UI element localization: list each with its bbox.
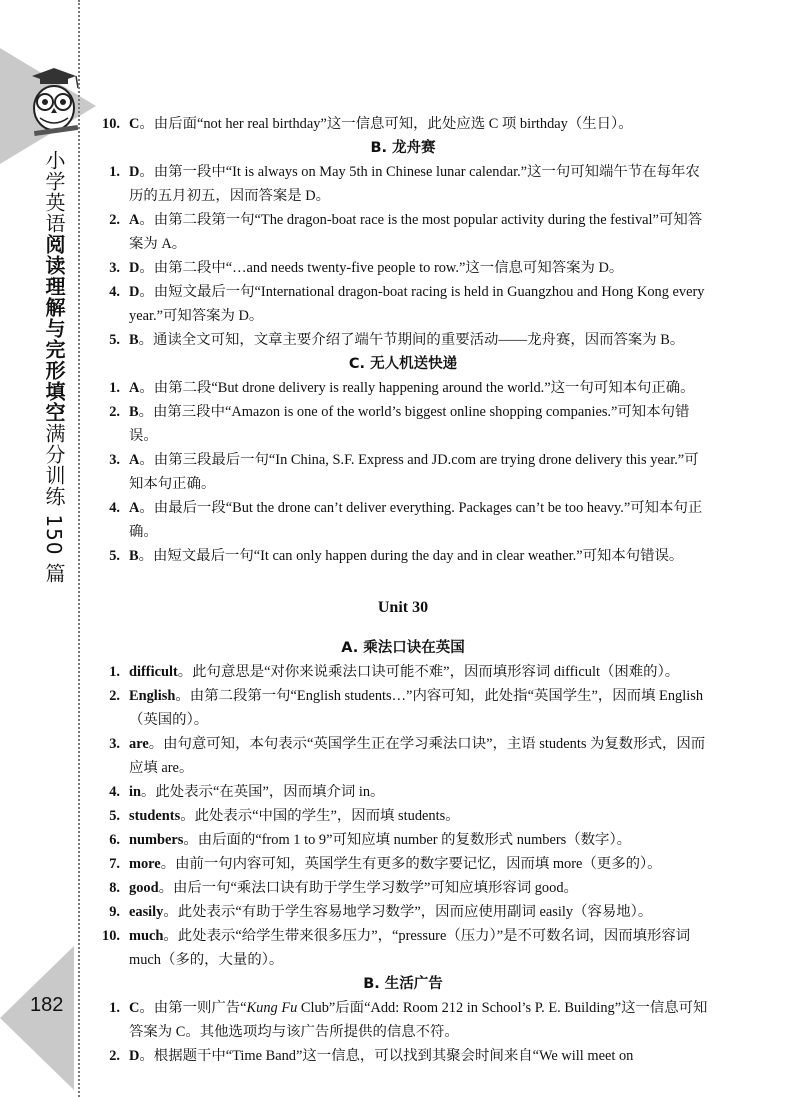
list-item: 4. A。由最后一段“But the drone can’t deliver everything. Packages can’t be too heavy.”可知本句正确。 (109, 500, 703, 540)
unit-title: Unit 30 (377, 599, 429, 616)
list-item: 3. A。由第三段最后一句“In China, S.F. Express and JD.com are trying drone delivery this year.”可知本句正确。 (109, 452, 699, 492)
list-item: 10. much。此处表示“给学生带来很多压力”，“pressure（压力）”是不可数名词，因而填形容词 much（多的，大量的）。 (102, 928, 691, 968)
bottom-triangle-decoration (0, 946, 74, 1090)
section-heading: C. 无人机送快递 (348, 356, 458, 372)
list-item: 4. D。由短文最后一句“International dragon-boat racing is held in Guangzhou and Hong Kong every year.”可知答案为 D。 (109, 284, 705, 324)
section-heading: B. 龙舟赛 (370, 140, 436, 156)
owl-mascot-icon (24, 66, 84, 138)
section-heading: B. 生活广告 (363, 976, 443, 992)
list-item: 10. C。由后面“not her real birthday”这一信息可知，此处应选 C 项 birthday（生日）。 (102, 116, 633, 132)
book-title-prefix: 小学英语 (42, 150, 66, 234)
list-item: 5. B。由短文最后一句“It can only happen during the day and in clear weather.”可知本句错误。 (109, 548, 684, 564)
list-item: 2. A。由第二段第一句“The dragon-boat race is the most popular activity during the festival”可知答案为 A。 (109, 212, 703, 252)
list-item: 1. C。由第一则广告“Kung Fu Club”后面“Add: Room 212 in School’s P. E. Building”这一信息可知答案为 C。其他选项均与该广告所提供的信息不符。 (109, 1000, 708, 1040)
list-item: 5. B。通读全文可知，文章主要介绍了端午节期间的重要活动——龙舟赛，因而答案为 B。 (109, 332, 685, 348)
page-number: 182 (30, 994, 64, 1016)
list-item: 1. A。由第二段“But drone delivery is really happening around the world.”这一句可知本句正确。 (109, 380, 695, 396)
list-item: 3. are。由句意可知，本句表示“英国学生正在学习乘法口诀”，主语 students 为复数形式，因而应填 are。 (109, 736, 706, 776)
list-item: 1. difficult。此句意思是“对你来说乘法口诀可能不难”，因而填形容词 difficult（困难的）。 (109, 664, 680, 680)
list-item: 8. good。由后一句“乘法口诀有助于学生学习数学”可知应填形容词 good。 (109, 880, 578, 896)
sidebar (0, 0, 96, 1097)
book-title-suffix: 满分训练 150 篇 (42, 423, 66, 584)
list-item: 2. B。由第三段中“Amazon is one of the world’s biggest online shopping companies.”可知本句错误。 (109, 404, 690, 444)
book-title-bold: 阅读理解与完形填空 (42, 234, 66, 423)
list-item: 3. D。由第二段中“…and needs twenty-five people to row.”这一信息可知答案为 D。 (109, 260, 624, 276)
list-item: 4. in。此处表示“在英国”，因而填介词 in。 (109, 784, 385, 800)
list-item: 9. easily。此处表示“有助于学生容易地学习数学”，因而应使用副词 easily（容易地）。 (109, 904, 653, 920)
list-item: 5. students。此处表示“中国的学生”，因而填 students。 (109, 808, 460, 824)
book-title-vertical (40, 150, 69, 584)
list-item: 2. English。由第二段第一句“English students…”内容可知，此处指“英国学生”，因而填 English（英国的）。 (109, 688, 704, 728)
list-item: 6. numbers。由后面的“from 1 to 9”可知应填 number 的复数形式 numbers（数字）。 (109, 832, 632, 848)
answer-content (96, 112, 710, 1068)
list-item: 7. more。由前一句内容可知，英国学生有更多的数字要记忆，因而填 more（更多的）。 (109, 856, 662, 872)
dotted-margin-line (78, 0, 80, 1097)
section-heading: A. 乘法口诀在英国 (341, 640, 465, 656)
list-item: 2. D。根据题干中“Time Band”这一信息，可以找到其聚会时间来自“We will meet on (109, 1048, 634, 1064)
list-item: 1. D。由第一段中“It is always on May 5th in Chinese lunar calendar.”这一句可知端午节在每年农历的五月初五，因而答案是 D。 (109, 164, 700, 204)
